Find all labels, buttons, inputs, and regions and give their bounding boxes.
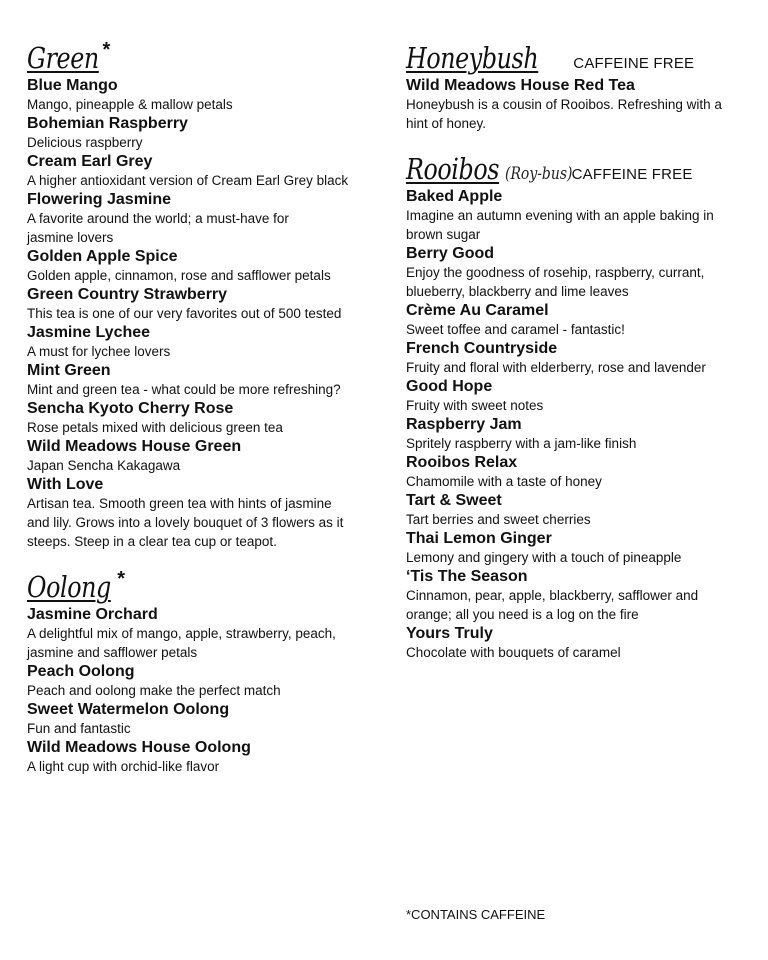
section-honeybush	[406, 40, 741, 133]
tea-name: Flowering Jasmine	[27, 191, 172, 208]
tea-item	[27, 152, 372, 190]
tea-description: Chamomile with a taste of honey	[406, 474, 602, 489]
tea-name: Wild Meadows House Oolong	[27, 739, 251, 756]
tea-name: Green Country Strawberry	[27, 286, 228, 303]
tea-description: Mango, pineapple & mallow petals	[27, 97, 233, 112]
caffeine-footnote: *CONTAINS CAFFEINE	[406, 907, 546, 922]
tea-name: Baked Apple	[406, 188, 503, 205]
tea-item	[406, 76, 741, 133]
tea-name: ‘Tis The Season	[406, 568, 528, 585]
tea-name: Mint Green	[27, 362, 111, 379]
tea-description: Japan Sencha Kakagawa	[27, 458, 181, 473]
tea-item	[406, 301, 741, 339]
tea-description: Spritely raspberry with a jam-like finish	[406, 436, 637, 451]
tea-name: Golden Apple Spice	[27, 248, 178, 265]
tea-item	[27, 605, 372, 662]
tea-item	[27, 114, 372, 152]
tea-name: Blue Mango	[27, 77, 118, 94]
tea-item	[27, 437, 372, 475]
tea-name: Jasmine Orchard	[27, 606, 158, 623]
tea-item	[27, 475, 372, 551]
tea-name: Berry Good	[406, 245, 495, 262]
tea-description: Sweet toffee and caramel - fantastic!	[406, 322, 625, 337]
caffeine-free-note: CAFFEINE FREE	[571, 166, 693, 183]
tea-description: Tart berries and sweet cherries	[406, 512, 591, 527]
tea-item	[406, 339, 741, 377]
tea-name: Peach Oolong	[27, 663, 135, 680]
tea-name: Wild Meadows House Green	[27, 438, 242, 455]
tea-item	[27, 76, 372, 114]
caffeine-free-note: CAFFEINE FREE	[573, 55, 695, 72]
tea-name: Crème Au Caramel	[406, 302, 549, 319]
tea-item	[406, 415, 741, 453]
tea-item	[406, 491, 741, 529]
tea-description: Artisan tea. Smooth green tea with hints of jasmine and lily. Grows into a lovely bouquet of 3 flowers as it steeps. Steep in a clear tea cup or teapot.	[27, 496, 344, 549]
tea-description: Golden apple, cinnamon, rose and safflower petals	[27, 268, 331, 283]
tea-name: French Countryside	[406, 340, 558, 357]
section-title-honeybush: Honeybush	[406, 41, 539, 75]
pronunciation: (Roy-bus)	[505, 164, 573, 184]
tea-description: A light cup with orchid-like flavor	[27, 759, 220, 774]
section-title-oolong: Oolong	[27, 570, 111, 604]
caffeine-mark: *	[102, 39, 111, 61]
section-title-rooibos: Rooibos	[406, 152, 500, 186]
tea-item	[27, 285, 372, 323]
tea-name: Sencha Kyoto Cherry Rose	[27, 400, 234, 417]
tea-item	[27, 662, 372, 700]
tea-item	[27, 700, 372, 738]
tea-description: A favorite around the world; a must-have for jasmine lovers	[27, 211, 289, 245]
tea-description: A higher antioxidant version of Cream Earl Grey black	[27, 173, 349, 188]
tea-item	[27, 323, 372, 361]
tea-description: Fruity and floral with elderberry, rose and lavender	[406, 360, 706, 375]
tea-item	[406, 377, 741, 415]
section-heading-oolong	[27, 569, 372, 605]
tea-name: Cream Earl Grey	[27, 153, 153, 170]
section-heading-honeybush	[406, 40, 741, 76]
tea-item	[406, 567, 741, 624]
tea-name: With Love	[27, 476, 104, 493]
tea-description: Cinnamon, pear, apple, blackberry, safflower and orange; all you need is a log on the fire	[406, 588, 699, 622]
tea-name: Tart & Sweet	[406, 492, 502, 509]
tea-name: Bohemian Raspberry	[27, 115, 188, 132]
tea-item	[406, 453, 741, 491]
tea-description: Chocolate with bouquets of caramel	[406, 645, 621, 660]
tea-item	[27, 190, 372, 247]
tea-description: Honeybush is a cousin of Rooibos. Refreshing with a hint of honey.	[406, 97, 722, 131]
tea-description: Delicious raspberry	[27, 135, 143, 150]
tea-name: Good Hope	[406, 378, 493, 395]
tea-name: Rooibos Relax	[406, 454, 518, 471]
tea-description: Enjoy the goodness of rosehip, raspberry, currant, blueberry, blackberry and lime leaves	[406, 265, 705, 299]
right-column	[406, 40, 741, 662]
tea-description: Rose petals mixed with delicious green tea	[27, 420, 283, 435]
section-rooibos	[406, 151, 741, 662]
tea-item	[406, 187, 741, 244]
tea-item	[406, 624, 741, 662]
tea-item	[27, 738, 372, 776]
tea-name: Jasmine Lychee	[27, 324, 151, 341]
tea-description: Peach and oolong make the perfect match	[27, 683, 281, 698]
tea-description: A must for lychee lovers	[27, 344, 171, 359]
section-green	[27, 40, 372, 551]
tea-name: Thai Lemon Ginger	[406, 530, 552, 547]
section-heading-green	[27, 40, 372, 76]
tea-item	[406, 244, 741, 301]
section-oolong	[27, 569, 372, 776]
section-title-green: Green	[27, 41, 99, 75]
section-heading-rooibos	[406, 151, 741, 187]
tea-name: Yours Truly	[406, 625, 493, 642]
tea-item	[27, 399, 372, 437]
tea-item	[27, 247, 372, 285]
tea-description: A delightful mix of mango, apple, strawberry, peach, jasmine and safflower petals	[27, 626, 336, 660]
tea-item	[406, 529, 741, 567]
tea-description: Fun and fantastic	[27, 721, 131, 736]
caffeine-mark: *	[117, 568, 126, 590]
tea-name: Wild Meadows House Red Tea	[406, 77, 635, 94]
tea-name: Raspberry Jam	[406, 416, 522, 433]
tea-description: Imagine an autumn evening with an apple baking in brown sugar	[406, 208, 714, 242]
left-column	[27, 40, 372, 776]
tea-name: Sweet Watermelon Oolong	[27, 701, 230, 718]
tea-description: This tea is one of our very favorites out of 500 tested	[27, 306, 342, 321]
tea-description: Fruity with sweet notes	[406, 398, 544, 413]
tea-description: Mint and green tea - what could be more refreshing?	[27, 382, 341, 397]
tea-description: Lemony and gingery with a touch of pineapple	[406, 550, 682, 565]
tea-item	[27, 361, 372, 399]
